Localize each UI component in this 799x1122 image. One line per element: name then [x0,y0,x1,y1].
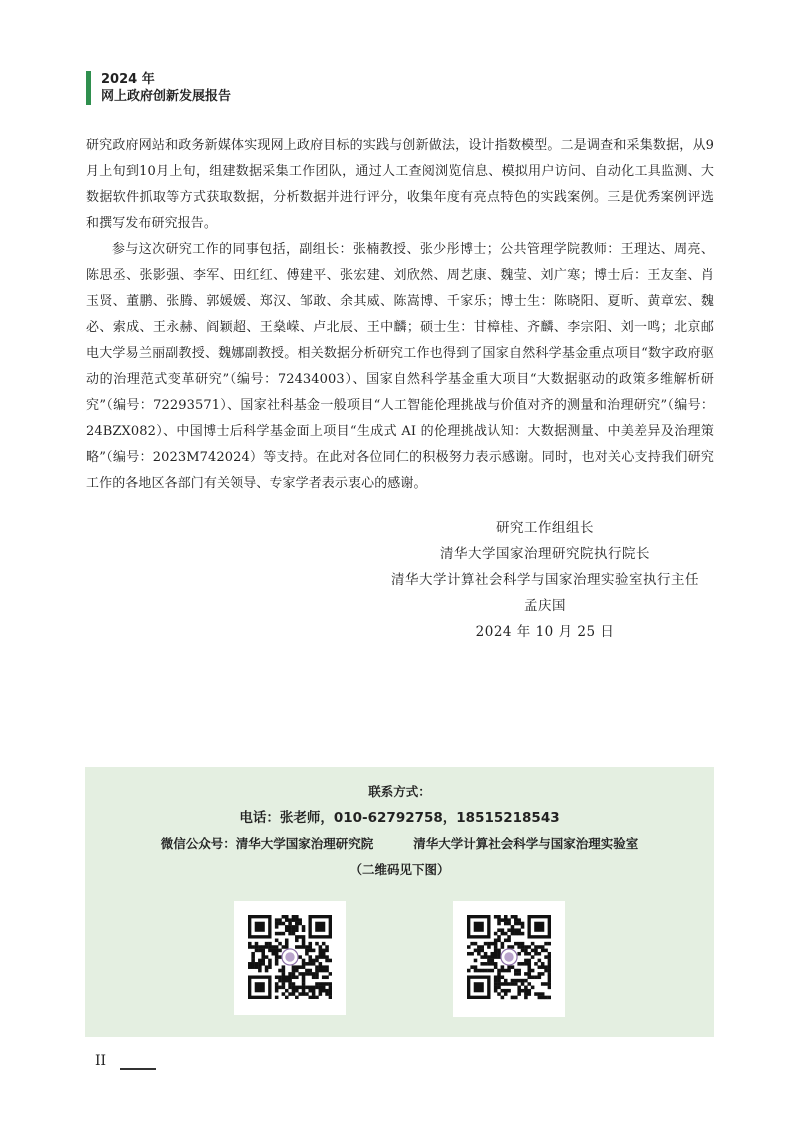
qr-code-icon [467,915,551,1003]
contact-box [85,767,714,1037]
wechat-account-1: 清华大学国家治理研究院 [235,836,374,851]
paragraph-1: 研究政府网站和政务新媒体实现网上政府目标的实践与创新做法，设计指数模型。二是调查和采集数据，从9月上旬到10月上旬，组建数据采集工作团队，通过人工查阅浏览信息、模拟用户访问、自动化工具监测、大数据软件抓取等方式获取数据，分析数据并进行评分，收集年度有亮点特色的实践案例。三是优秀案例评选和撰写发布研究报告。 [86,138,714,231]
signature-block [340,515,750,645]
paragraph-2: 参与这次研究工作的同事包括，副组长：张楠教授、张少彤博士；公共管理学院教师：王理达、周亮、陈思丞、张影强、李军、田红红、傅建平、张宏建、刘欣然、周艺康、魏莹、刘广寒；博士后：王友奎、肖玉贤、董鹏、张腾、郭媛媛、郑汉、邹敢、余其威、陈嵩博、千家乐；博士生：陈晓阳、夏昕、黄章宏、魏必、索成、王永赫、阎颖超、王燊嵘、卢北辰、王中麟；硕士生：甘樟桂、齐麟、李宗阳、刘一鸣；北京邮电大学易兰丽副教授、魏娜副教授。相关数据分析研究工作也得到了国家自然科学基金重点项目“数字政府驱动的治理范式变革研究”（编号：72434003）、国家自然科学基金重大项目“大数据驱动的政策多维解析研究”（编号：72293571）、国家社科基金一般项目“人工智能伦理挑战与价值对齐的测量和治理研究”（编号：24BZX082）、中国博士后科学基金面上项目“生成式 AI 的伦理挑战认知：大数据测量、中美差异及治理策略”（编号：2023M742024）等支持。在此对各位同仁的积极努力表示感谢。同时，也对关心支持我们研究工作的各地区各部门有关领导、专家学者表示衷心的感谢。 [86,242,714,491]
wechat-account-2: 清华大学计算社会科学与国家治理实验室 [413,836,639,851]
header-title: 网上政府创新发展报告 [101,89,232,104]
contact-text [85,779,714,883]
header-accent-bar [86,71,91,105]
signature-name: 孟庆国 [524,598,566,614]
page-number-rule [120,1068,156,1070]
contact-phone: 电话：张老师，010-62792758，18515218543 [239,810,560,826]
contact-wechat [85,831,714,857]
qr-code-card-2 [453,901,565,1017]
body-text [86,133,714,497]
wechat-label: 微信公众号： [160,836,236,851]
qr-note: （二维码见下图） [349,862,450,877]
signature-role: 研究工作组组长 [496,520,594,536]
signature-affiliation-1: 清华大学国家治理研究院执行院长 [440,546,650,562]
qr-code-card-1 [234,901,346,1015]
signature-date: 2024 年 10 月 25 日 [475,624,615,640]
contact-heading: 联系方式： [368,784,431,799]
page-number: II [95,1053,107,1069]
header-year: 2024 年 [101,72,155,87]
qr-code-icon [248,915,332,999]
signature-affiliation-2: 清华大学计算社会科学与国家治理实验室执行主任 [391,572,699,588]
